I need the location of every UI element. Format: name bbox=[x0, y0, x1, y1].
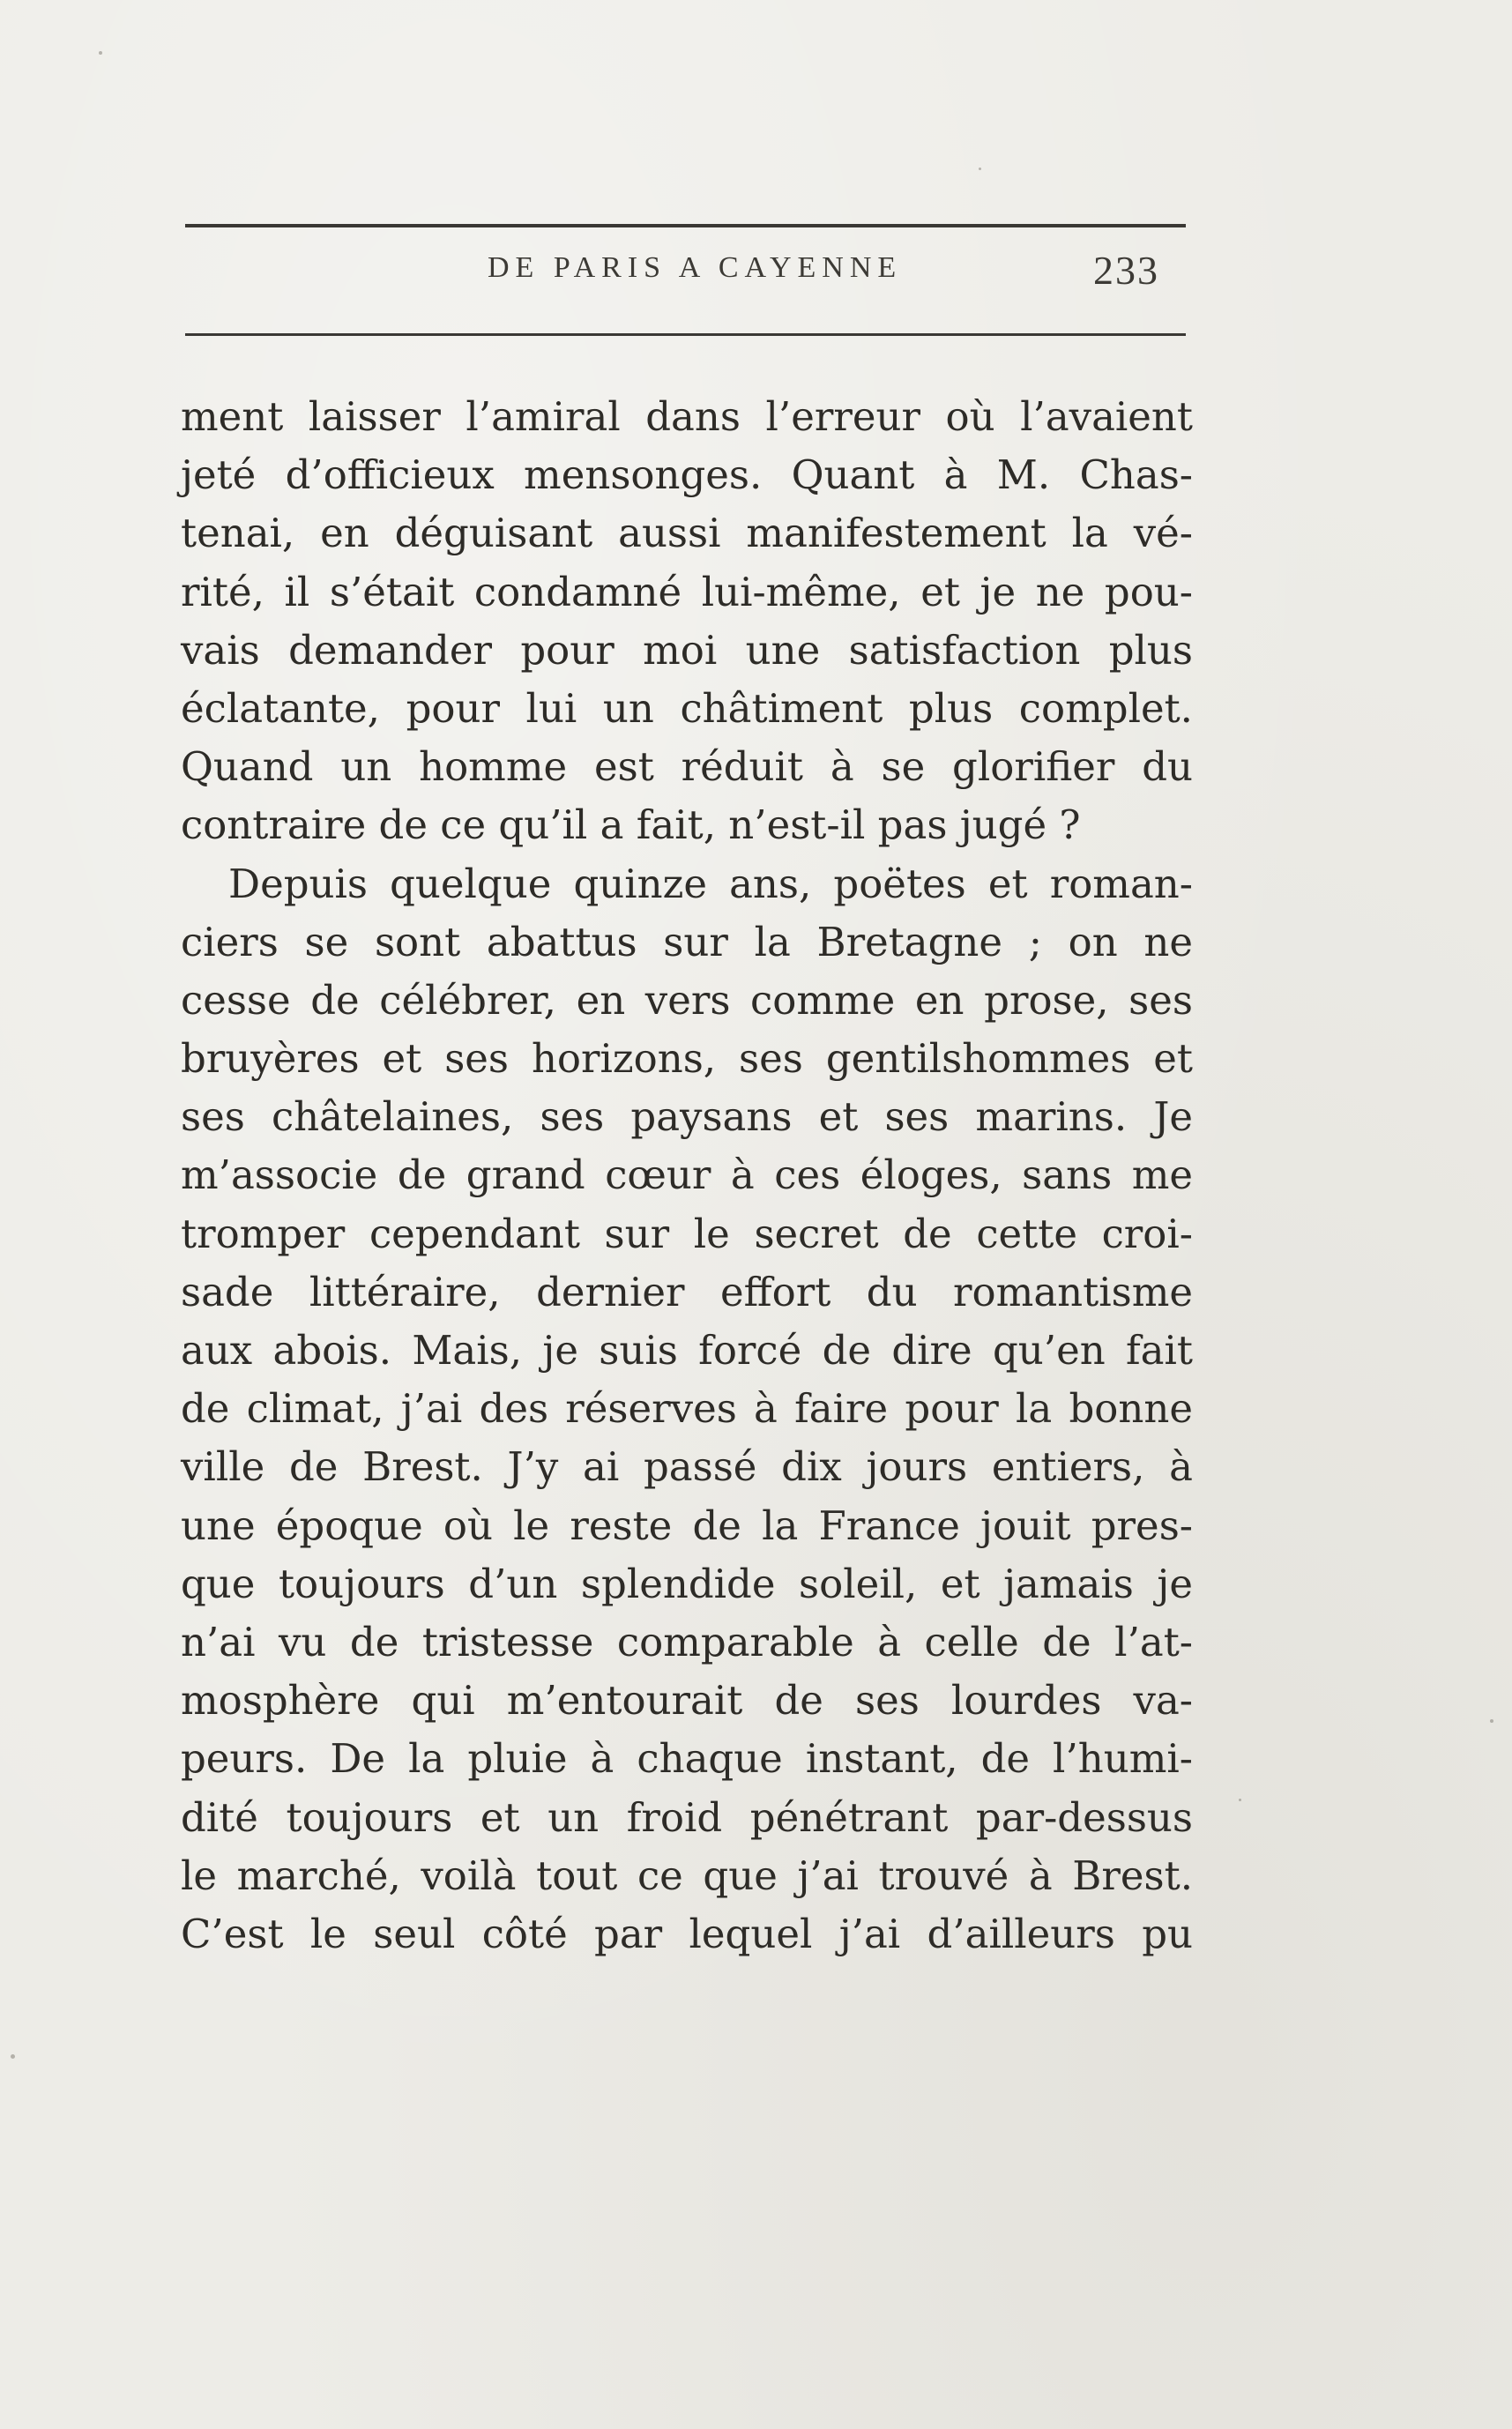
text-line: Quand un homme est réduit à se glorifier du bbox=[181, 743, 1193, 791]
paper-speck bbox=[11, 2054, 15, 2059]
text-line: bruyères et ses horizons, ses gentilshommes et bbox=[181, 1035, 1193, 1083]
text-line: peurs. De la pluie à chaque instant, de l’humi- bbox=[181, 1735, 1193, 1783]
paper-speck bbox=[99, 51, 102, 55]
paragraph-start-line: Depuis quelque quinze ans, poëtes et roman- bbox=[228, 860, 1193, 907]
text-line: dité toujours et un froid pénétrant par-dessus bbox=[181, 1793, 1193, 1841]
header-rule-bottom bbox=[185, 333, 1186, 336]
text-line: jeté d’officieux mensonges. Quant à M. Chas- bbox=[181, 451, 1193, 499]
text-line: aux abois. Mais, je suis forcé de dire qu’en fait bbox=[181, 1327, 1193, 1374]
text-line: éclatante, pour lui un châtiment plus complet. bbox=[181, 684, 1193, 732]
text-line: mosphère qui m’entourait de ses lourdes va- bbox=[181, 1677, 1193, 1725]
text-line: ment laisser l’amiral dans l’erreur où l’avaient bbox=[181, 393, 1193, 440]
text-line: n’ai vu de tristesse comparable à celle de l’at- bbox=[181, 1618, 1193, 1665]
text-line: ciers se sont abattus sur la Bretagne ; on ne bbox=[181, 918, 1193, 965]
text-line: tromper cependant sur le secret de cette croi- bbox=[181, 1210, 1193, 1257]
text-line: vais demander pour moi une satisfaction plus bbox=[181, 626, 1193, 674]
text-line: C’est le seul côté par lequel j’ai d’ailleurs pu bbox=[181, 1910, 1193, 1957]
running-title: DE PARIS A CAYENNE bbox=[488, 251, 903, 284]
text-line: une époque où le reste de la France jouit pres- bbox=[181, 1501, 1193, 1549]
text-line: cesse de célébrer, en vers comme en prose, ses bbox=[181, 976, 1193, 1024]
page-number: 233 bbox=[1093, 248, 1159, 293]
text-line: ses châtelaines, ses paysans et ses marins. Je bbox=[181, 1093, 1193, 1141]
header-rule-top bbox=[185, 224, 1186, 227]
text-line: que toujours d’un splendide soleil, et jamais je bbox=[181, 1560, 1193, 1607]
text-line: le marché, voilà tout ce que j’ai trouvé à Brest. bbox=[181, 1852, 1193, 1899]
paper-speck bbox=[979, 168, 981, 170]
paper-speck bbox=[1239, 1799, 1241, 1801]
body-text bbox=[181, 388, 1193, 1963]
paragraph-end-line: contraire de ce qu’il a fait, n’est-il pas jugé ? bbox=[181, 801, 1081, 849]
text-line: ville de Brest. J’y ai passé dix jours entiers, à bbox=[181, 1443, 1193, 1491]
text-line: m’associe de grand cœur à ces éloges, sans me bbox=[181, 1151, 1193, 1199]
text-line: de climat, j’ai des réserves à faire pour la bonne bbox=[181, 1385, 1193, 1433]
text-line: rité, il s’était condamné lui-même, et je ne pou- bbox=[181, 568, 1193, 615]
paper-speck bbox=[1490, 1719, 1493, 1723]
text-line: tenai, en déguisant aussi manifestement la vé- bbox=[181, 510, 1193, 557]
text-line: sade littéraire, dernier effort du romantisme bbox=[181, 1268, 1193, 1315]
